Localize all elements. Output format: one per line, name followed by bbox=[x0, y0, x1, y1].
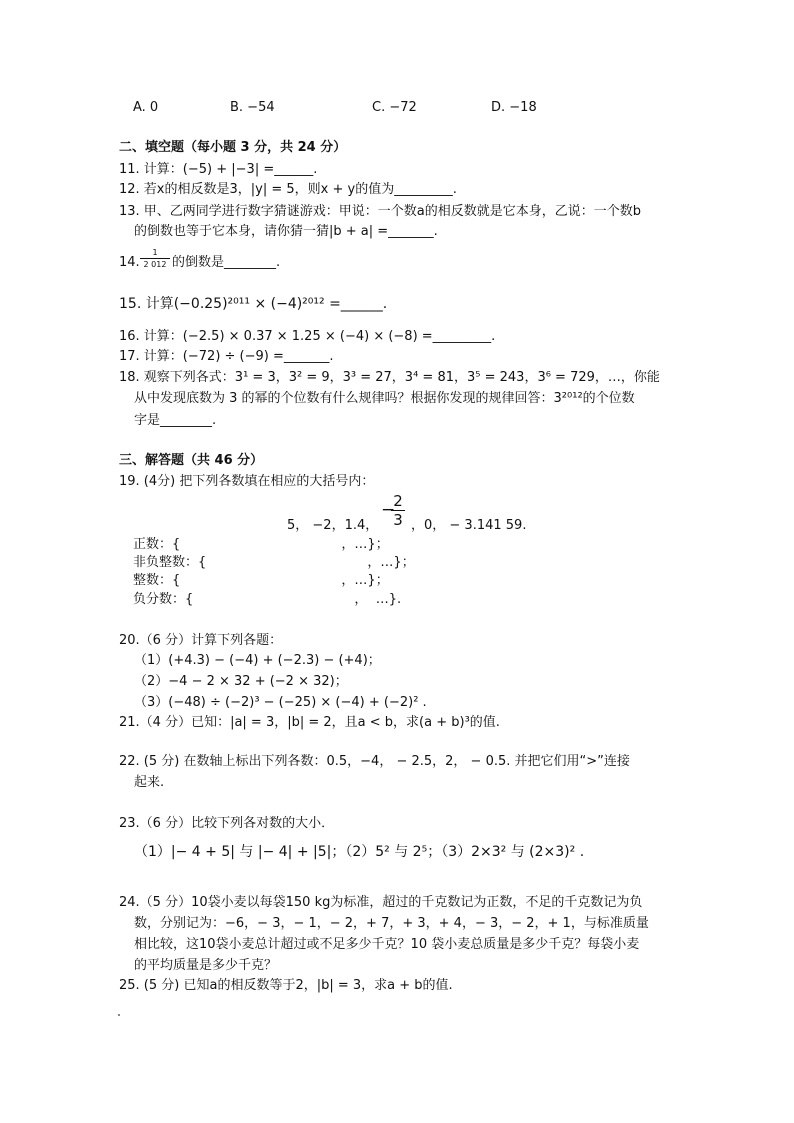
question-14-label: 14. bbox=[119, 255, 140, 270]
question-18-line3: 字是________. bbox=[134, 413, 217, 428]
question-14-fraction bbox=[140, 248, 170, 270]
question-14-text: 的倒数是________. bbox=[172, 255, 281, 270]
fraction-numerator: 2 bbox=[391, 492, 405, 511]
stray-mark bbox=[118, 1014, 120, 1016]
question-15: 15. 计算(−0.25)²⁰¹¹ × (−4)²⁰¹² =______. bbox=[119, 296, 388, 312]
option-c: C. −72 bbox=[372, 100, 417, 115]
number-list-part2: ，0， − 3.141 59. bbox=[411, 518, 527, 533]
question-20-2: （2）−4 − 2 × 32 + (−2 × 32)； bbox=[134, 674, 348, 689]
fraction-denominator: 2 012 bbox=[143, 260, 167, 269]
fraction-numerator: 1 bbox=[140, 248, 170, 259]
question-21: 21.（4 分）已知：|a| = 3，|b| = 2，且a < b，求(a + b)³的值. bbox=[119, 715, 500, 730]
question-12: 12. 若x的相反数是3，|y| = 5，则x + y的值为_________. bbox=[119, 182, 457, 197]
question-25: 25. (5 分) 已知a的相反数等于2，|b| = 3，求a + b的值. bbox=[119, 978, 453, 993]
set-neg-fraction: 负分数：{ ， …}. bbox=[133, 592, 402, 607]
question-24-line1: 24.（5 分）10袋小麦以每袋150 kg为标准，超过的千克数记为正数，不足的千克数记为负 bbox=[119, 895, 643, 910]
question-24-line3: 相比较，这10袋小麦总计超过或不足多少千克？10 袋小麦总质量是多少千克？每袋小麦 bbox=[134, 937, 640, 952]
question-13-line1: 13. 甲、乙两同学进行数字猜谜游戏：甲说：一个数a的相反数就是它本身，乙说：一个数b bbox=[119, 204, 642, 219]
fraction-denominator: 3 bbox=[393, 511, 403, 529]
two-thirds-fraction bbox=[391, 492, 405, 529]
question-13-line2: 的倒数也等于它本身，请你猜一猜|b + a| =_______. bbox=[134, 224, 438, 239]
question-20-1: （1）(+4.3) − (−4) + (−2.3) − (+4)； bbox=[134, 653, 381, 668]
section3-title: 三、解答题（共 46 分） bbox=[119, 453, 264, 468]
question-20-3: （3）(−48) ÷ (−2)³ − (−25) × (−4) + (−2)² . bbox=[134, 695, 427, 710]
question-22-line1: 22. (5 分) 在数轴上标出下列各数：0.5，−4， − 2.5，2， − 0.5. 并把它们用“>”连接 bbox=[119, 754, 630, 769]
neg-sign: − bbox=[381, 500, 396, 520]
question-24-line2: 数，分别记为：−6，− 3，− 1，− 2，+ 7，+ 3，+ 4，− 3，− 2，+ 1，与标准质量 bbox=[134, 916, 649, 931]
option-d: D. −18 bbox=[491, 100, 537, 115]
question-17: 17. 计算：(−72) ÷ (−9) =_______. bbox=[119, 349, 334, 364]
question-16: 16. 计算：(−2.5) × 0.37 × 1.25 × (−4) × (−8) =_________. bbox=[119, 329, 496, 344]
question-11: 11. 计算：(−5) + |−3| =______. bbox=[119, 162, 318, 177]
question-18-line2: 从中发现底数为 3 的幂的个位数有什么规律吗？根据你发现的规律回答：3²⁰¹²的个位数 bbox=[134, 391, 635, 406]
set-integer: 整数：{ ，…}； bbox=[133, 573, 389, 588]
option-b: B. −54 bbox=[230, 100, 275, 115]
question-23-items: （1）|− 4 + 5| 与 |− 4| + |5|；（2）5² 与 2⁵；（3）2×3² 与 (2×3)² . bbox=[134, 844, 585, 860]
set-positive: 正数：{ ，…}； bbox=[133, 537, 389, 552]
option-a: A. 0 bbox=[133, 100, 159, 115]
question-19: 19. (4分) 把下列各数填在相应的大括号内： bbox=[119, 474, 375, 489]
question-24-line4: 的平均质量是多少千克？ bbox=[134, 958, 278, 973]
set-nonneg-int: 非负整数：{ ，…}； bbox=[133, 555, 415, 570]
question-22-line2: 起来. bbox=[134, 775, 165, 790]
question-23: 23.（6 分）比较下列各对数的大小． bbox=[119, 816, 335, 831]
question-18-line1: 18. 观察下列各式：3¹ = 3，3² = 9，3³ = 27，3⁴ = 81，3⁵ = 243，3⁶ = 729，…，你能 bbox=[119, 370, 660, 385]
question-20: 20.（6 分）计算下列各题： bbox=[119, 633, 283, 648]
section2-title: 二、填空题（每小题 3 分，共 24 分） bbox=[119, 140, 347, 155]
number-list-part1: 5， −2，1.4， bbox=[287, 518, 379, 533]
